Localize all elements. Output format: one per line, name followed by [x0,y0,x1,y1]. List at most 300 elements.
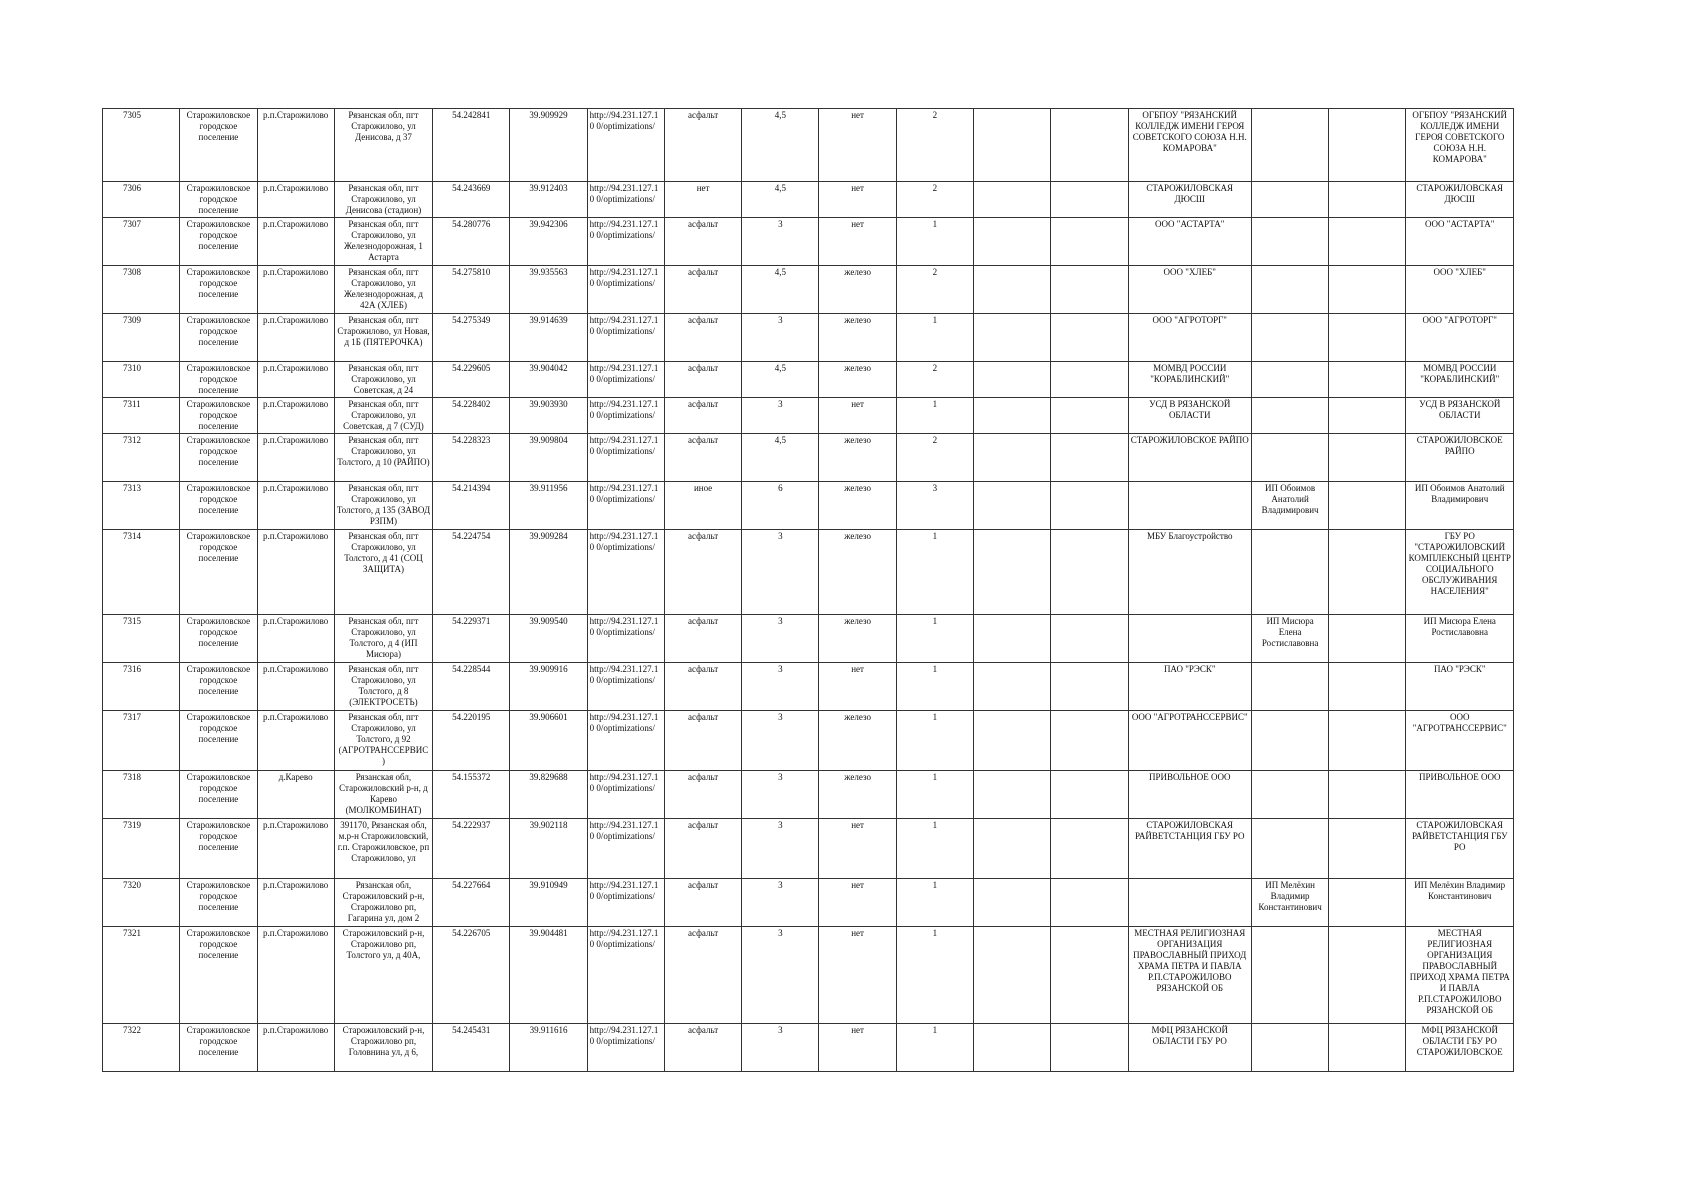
empty-cell [1329,482,1406,530]
settlement-cell: Старожиловское городское поселение [180,182,257,218]
entrepreneur-cell: ИП Обоимов Анатолий Владимирович [1251,482,1328,530]
empty-cell [1051,711,1128,771]
latitude-cell: 54.155372 [433,771,510,819]
waste-source-cell: ИП Мелёхин Владимир Константинович [1406,879,1514,927]
longitude-cell: 39.914639 [510,314,587,362]
containers-cell: 1 [896,398,973,434]
empty-cell [1329,615,1406,663]
longitude-cell: 39.909284 [510,530,587,615]
fence-cell: нет [819,927,896,1024]
registry-table [102,108,1514,1072]
organization-cell: СТАРОЖИЛОВСКАЯ РАЙВЕТСТАНЦИЯ ГБУ РО [1128,819,1251,879]
settlement-cell: Старожиловское городское поселение [180,771,257,819]
empty-cell [1051,362,1128,398]
table-row [103,182,1514,218]
containers-cell: 1 [896,314,973,362]
waste-source-cell: СТАРОЖИЛОВСКАЯ РАЙВЕТСТАНЦИЯ ГБУ РО [1406,819,1514,879]
empty-cell [1051,109,1128,182]
settlement-cell: Старожиловское городское поселение [180,879,257,927]
surface-cell: асфальт [664,663,741,711]
fence-cell: нет [819,218,896,266]
entrepreneur-cell [1251,218,1328,266]
entrepreneur-cell [1251,398,1328,434]
settlement-cell: Старожиловское городское поселение [180,927,257,1024]
containers-cell: 1 [896,218,973,266]
latitude-cell: 54.228402 [433,398,510,434]
empty-cell [974,182,1051,218]
empty-cell [1051,482,1128,530]
row-number-cell: 7309 [103,314,180,362]
entrepreneur-cell [1251,362,1328,398]
organization-cell: СТАРОЖИЛОВСКОЕ РАЙПО [1128,434,1251,482]
empty-cell [974,663,1051,711]
entrepreneur-cell [1251,1024,1328,1072]
locality-cell: р.п.Старожилово [257,266,334,314]
fence-cell: нет [819,879,896,927]
fence-cell: нет [819,663,896,711]
empty-cell [974,482,1051,530]
containers-cell: 3 [896,482,973,530]
containers-cell: 2 [896,362,973,398]
longitude-cell: 39.904042 [510,362,587,398]
waste-source-cell: ГБУ РО "СТАРОЖИЛОВСКИЙ КОМПЛЕКСНЫЙ ЦЕНТР СОЦИАЛЬНОГО ОБСЛУЖИВАНИЯ НАСЕЛЕНИЯ" [1406,530,1514,615]
table-row [103,927,1514,1024]
organization-cell: СТАРОЖИЛОВСКАЯ ДЮСШ [1128,182,1251,218]
surface-cell: асфальт [664,530,741,615]
containers-cell: 2 [896,434,973,482]
table-row [103,434,1514,482]
empty-cell [1329,819,1406,879]
settlement-cell: Старожиловское городское поселение [180,1024,257,1072]
locality-cell: р.п.Старожилово [257,362,334,398]
fence-cell: железо [819,615,896,663]
organization-cell [1128,482,1251,530]
empty-cell [1329,771,1406,819]
url-cell: http://94.231.127.10 0/optimizations/ [587,1024,664,1072]
area-cell: 4,5 [742,362,819,398]
containers-cell: 2 [896,266,973,314]
locality-cell: р.п.Старожилово [257,927,334,1024]
table-row [103,615,1514,663]
area-cell: 3 [742,879,819,927]
area-cell: 3 [742,314,819,362]
url-cell: http://94.231.127.10 0/optimizations/ [587,663,664,711]
containers-cell: 1 [896,819,973,879]
row-number-cell: 7310 [103,362,180,398]
settlement-cell: Старожиловское городское поселение [180,711,257,771]
empty-cell [1051,398,1128,434]
locality-cell: р.п.Старожилово [257,663,334,711]
waste-source-cell: МЕСТНАЯ РЕЛИГИОЗНАЯ ОРГАНИЗАЦИЯ ПРАВОСЛАВНЫЙ ПРИХОД ХРАМА ПЕТРА И ПАВЛА Р.П.СТАРОЖИЛОВО РЯЗАНСКОЙ ОБ [1406,927,1514,1024]
empty-cell [1329,218,1406,266]
locality-cell: р.п.Старожилово [257,434,334,482]
longitude-cell: 39.909929 [510,109,587,182]
waste-source-cell: МОМВД РОССИИ "КОРАБЛИНСКИЙ" [1406,362,1514,398]
empty-cell [1329,530,1406,615]
longitude-cell: 39.906601 [510,711,587,771]
empty-cell [974,398,1051,434]
area-cell: 3 [742,711,819,771]
containers-cell: 1 [896,927,973,1024]
url-cell: http://94.231.127.10 0/optimizations/ [587,530,664,615]
empty-cell [974,314,1051,362]
empty-cell [1329,109,1406,182]
table-row [103,109,1514,182]
locality-cell: р.п.Старожилово [257,879,334,927]
entrepreneur-cell [1251,182,1328,218]
fence-cell: нет [819,1024,896,1072]
longitude-cell: 39.904481 [510,927,587,1024]
url-cell: http://94.231.127.10 0/optimizations/ [587,182,664,218]
empty-cell [974,218,1051,266]
empty-cell [1051,182,1128,218]
address-cell: Рязанская обл, Старожиловский р-н, Старожилово рп, Гагарина ул, дом 2 [334,879,432,927]
surface-cell: асфальт [664,771,741,819]
address-cell: Рязанская обл, пгт Старожилово, ул Денисова, д 37 [334,109,432,182]
locality-cell: р.п.Старожилово [257,530,334,615]
settlement-cell: Старожиловское городское поселение [180,819,257,879]
empty-cell [1051,819,1128,879]
address-cell: Рязанская обл, пгт Старожилово, ул Толстого, д 10 (РАЙПО) [334,434,432,482]
latitude-cell: 54.242841 [433,109,510,182]
fence-cell: нет [819,109,896,182]
row-number-cell: 7317 [103,711,180,771]
table-row [103,482,1514,530]
empty-cell [974,615,1051,663]
latitude-cell: 54.275349 [433,314,510,362]
organization-cell: ОГБПОУ "РЯЗАНСКИЙ КОЛЛЕДЖ ИМЕНИ ГЕРОЯ СОВЕТСКОГО СОЮЗА Н.Н. КОМАРОВА" [1128,109,1251,182]
entrepreneur-cell [1251,819,1328,879]
settlement-cell: Старожиловское городское поселение [180,398,257,434]
empty-cell [974,109,1051,182]
fence-cell: нет [819,398,896,434]
fence-cell: железо [819,362,896,398]
locality-cell: р.п.Старожилово [257,398,334,434]
empty-cell [1329,362,1406,398]
empty-cell [1329,314,1406,362]
url-cell: http://94.231.127.10 0/optimizations/ [587,266,664,314]
row-number-cell: 7311 [103,398,180,434]
surface-cell: асфальт [664,434,741,482]
locality-cell: р.п.Старожилово [257,182,334,218]
fence-cell: железо [819,314,896,362]
waste-source-cell: ИП Обоимов Анатолий Владимирович [1406,482,1514,530]
surface-cell: асфальт [664,266,741,314]
area-cell: 3 [742,398,819,434]
containers-cell: 1 [896,663,973,711]
longitude-cell: 39.942306 [510,218,587,266]
address-cell: Рязанская обл, пгт Старожилово, ул Новая, д 1Б (ПЯТЕРОЧКА) [334,314,432,362]
empty-cell [974,530,1051,615]
entrepreneur-cell [1251,530,1328,615]
settlement-cell: Старожиловское городское поселение [180,314,257,362]
waste-source-cell: ИП Мисюра Елена Ростиславовна [1406,615,1514,663]
locality-cell: д.Карево [257,771,334,819]
settlement-cell: Старожиловское городское поселение [180,663,257,711]
empty-cell [1051,615,1128,663]
longitude-cell: 39.935563 [510,266,587,314]
table-row [103,314,1514,362]
latitude-cell: 54.229371 [433,615,510,663]
url-cell: http://94.231.127.10 0/optimizations/ [587,615,664,663]
longitude-cell: 39.910949 [510,879,587,927]
row-number-cell: 7319 [103,819,180,879]
waste-source-cell: ООО "АСТАРТА" [1406,218,1514,266]
containers-cell: 1 [896,530,973,615]
table-row [103,398,1514,434]
surface-cell: асфальт [664,218,741,266]
containers-cell: 1 [896,879,973,927]
fence-cell: железо [819,771,896,819]
entrepreneur-cell: ИП Мелёхин Владимир Константинович [1251,879,1328,927]
containers-cell: 1 [896,771,973,819]
url-cell: http://94.231.127.10 0/optimizations/ [587,771,664,819]
waste-source-cell: ОГБПОУ "РЯЗАНСКИЙ КОЛЛЕДЖ ИМЕНИ ГЕРОЯ СОВЕТСКОГО СОЮЗА Н.Н. КОМАРОВА" [1406,109,1514,182]
latitude-cell: 54.245431 [433,1024,510,1072]
surface-cell: асфальт [664,879,741,927]
containers-cell: 2 [896,182,973,218]
locality-cell: р.п.Старожилово [257,615,334,663]
area-cell: 3 [742,771,819,819]
surface-cell: асфальт [664,314,741,362]
locality-cell: р.п.Старожилово [257,109,334,182]
entrepreneur-cell [1251,266,1328,314]
address-cell: Рязанская обл, пгт Старожилово, ул Толстого, д 4 (ИП Мисюра) [334,615,432,663]
row-number-cell: 7321 [103,927,180,1024]
organization-cell: ООО "АГРОТРАНССЕРВИС" [1128,711,1251,771]
fence-cell: железо [819,530,896,615]
table-row [103,530,1514,615]
table-body [103,109,1514,1072]
empty-cell [1051,771,1128,819]
fence-cell: железо [819,482,896,530]
url-cell: http://94.231.127.10 0/optimizations/ [587,434,664,482]
organization-cell: МОМВД РОССИИ "КОРАБЛИНСКИЙ" [1128,362,1251,398]
address-cell: Рязанская обл, пгт Старожилово, ул Толстого, д 41 (СОЦ ЗАЩИТА) [334,530,432,615]
empty-cell [974,819,1051,879]
empty-cell [1329,927,1406,1024]
waste-source-cell: ООО "АГРОТОРГ" [1406,314,1514,362]
empty-cell [974,927,1051,1024]
organization-cell: ООО "АГРОТОРГ" [1128,314,1251,362]
organization-cell [1128,879,1251,927]
area-cell: 3 [742,663,819,711]
area-cell: 3 [742,819,819,879]
empty-cell [974,771,1051,819]
row-number-cell: 7305 [103,109,180,182]
address-cell: Рязанская обл, Старожиловский р-н, д Карево (МОЛКОМБИНАТ) [334,771,432,819]
empty-cell [1329,398,1406,434]
area-cell: 6 [742,482,819,530]
row-number-cell: 7322 [103,1024,180,1072]
address-cell: Рязанская обл, пгт Старожилово, ул Толстого, д 92 (АГРОТРАНССЕРВИС ) [334,711,432,771]
surface-cell: асфальт [664,927,741,1024]
address-cell: Рязанская обл, пгт Старожилово, ул Толстого, д 135 (ЗАВОД РЗПМ) [334,482,432,530]
entrepreneur-cell [1251,663,1328,711]
settlement-cell: Старожиловское городское поселение [180,109,257,182]
table-row [103,711,1514,771]
row-number-cell: 7313 [103,482,180,530]
locality-cell: р.п.Старожилово [257,1024,334,1072]
organization-cell: ПРИВОЛЬНОЕ ООО [1128,771,1251,819]
address-cell: Старожиловский р-н, Старожилово рп, Головнина ул, д 6, [334,1024,432,1072]
entrepreneur-cell: ИП Мисюра Елена Ростиславовна [1251,615,1328,663]
url-cell: http://94.231.127.10 0/optimizations/ [587,819,664,879]
settlement-cell: Старожиловское городское поселение [180,434,257,482]
locality-cell: р.п.Старожилово [257,218,334,266]
entrepreneur-cell [1251,927,1328,1024]
empty-cell [1051,927,1128,1024]
empty-cell [974,1024,1051,1072]
waste-source-cell: УСД В РЯЗАНСКОЙ ОБЛАСТИ [1406,398,1514,434]
organization-cell: МБУ Благоустройство [1128,530,1251,615]
organization-cell: МФЦ РЯЗАНСКОЙ ОБЛАСТИ ГБУ РО [1128,1024,1251,1072]
empty-cell [1329,434,1406,482]
empty-cell [1329,711,1406,771]
waste-source-cell: СТАРОЖИЛОВСКАЯ ДЮСШ [1406,182,1514,218]
waste-source-cell: ООО "АГРОТРАНССЕРВИС" [1406,711,1514,771]
longitude-cell: 39.829688 [510,771,587,819]
empty-cell [974,362,1051,398]
area-cell: 4,5 [742,266,819,314]
url-cell: http://94.231.127.10 0/optimizations/ [587,398,664,434]
address-cell: Рязанская обл, пгт Старожилово, ул Денисова (стадион) [334,182,432,218]
fence-cell: нет [819,819,896,879]
address-cell: Рязанская обл, пгт Старожилово, ул Советская, д 7 (СУД) [334,398,432,434]
longitude-cell: 39.909540 [510,615,587,663]
empty-cell [1051,1024,1128,1072]
empty-cell [1329,266,1406,314]
locality-cell: р.п.Старожилово [257,314,334,362]
latitude-cell: 54.227664 [433,879,510,927]
fence-cell: нет [819,182,896,218]
row-number-cell: 7318 [103,771,180,819]
latitude-cell: 54.280776 [433,218,510,266]
empty-cell [1051,530,1128,615]
fence-cell: железо [819,711,896,771]
locality-cell: р.п.Старожилово [257,482,334,530]
empty-cell [974,879,1051,927]
url-cell: http://94.231.127.10 0/optimizations/ [587,314,664,362]
organization-cell [1128,615,1251,663]
longitude-cell: 39.911956 [510,482,587,530]
organization-cell: ООО "ХЛЕБ" [1128,266,1251,314]
empty-cell [1051,879,1128,927]
latitude-cell: 54.226705 [433,927,510,1024]
organization-cell: МЕСТНАЯ РЕЛИГИОЗНАЯ ОРГАНИЗАЦИЯ ПРАВОСЛАВНЫЙ ПРИХОД ХРАМА ПЕТРА И ПАВЛА Р.П.СТАРОЖИЛОВО РЯЗАНСКОЙ ОБ [1128,927,1251,1024]
table-row [103,771,1514,819]
containers-cell: 1 [896,1024,973,1072]
settlement-cell: Старожиловское городское поселение [180,615,257,663]
longitude-cell: 39.903930 [510,398,587,434]
row-number-cell: 7320 [103,879,180,927]
longitude-cell: 39.912403 [510,182,587,218]
url-cell: http://94.231.127.10 0/optimizations/ [587,711,664,771]
settlement-cell: Старожиловское городское поселение [180,530,257,615]
surface-cell: асфальт [664,109,741,182]
area-cell: 4,5 [742,434,819,482]
address-cell: Рязанская обл, пгт Старожилово, ул Толстого, д 8 (ЭЛЕКТРОСЕТЬ) [334,663,432,711]
empty-cell [1329,1024,1406,1072]
waste-source-cell: МФЦ РЯЗАНСКОЙ ОБЛАСТИ ГБУ РО СТАРОЖИЛОВСКОЕ [1406,1024,1514,1072]
organization-cell: ПАО "РЭСК" [1128,663,1251,711]
settlement-cell: Старожиловское городское поселение [180,482,257,530]
containers-cell: 1 [896,711,973,771]
surface-cell: асфальт [664,615,741,663]
containers-cell: 1 [896,615,973,663]
empty-cell [974,434,1051,482]
empty-cell [1329,879,1406,927]
address-cell: Рязанская обл, пгт Старожилово, ул Железнодорожная, д 42А (ХЛЕБ) [334,266,432,314]
area-cell: 4,5 [742,109,819,182]
row-number-cell: 7308 [103,266,180,314]
area-cell: 3 [742,927,819,1024]
latitude-cell: 54.229605 [433,362,510,398]
url-cell: http://94.231.127.10 0/optimizations/ [587,218,664,266]
settlement-cell: Старожиловское городское поселение [180,362,257,398]
surface-cell: асфальт [664,362,741,398]
empty-cell [1051,314,1128,362]
longitude-cell: 39.909804 [510,434,587,482]
latitude-cell: 54.224754 [433,530,510,615]
latitude-cell: 54.228544 [433,663,510,711]
area-cell: 3 [742,530,819,615]
locality-cell: р.п.Старожилово [257,819,334,879]
latitude-cell: 54.214394 [433,482,510,530]
entrepreneur-cell [1251,771,1328,819]
area-cell: 4,5 [742,182,819,218]
settlement-cell: Старожиловское городское поселение [180,266,257,314]
longitude-cell: 39.911616 [510,1024,587,1072]
latitude-cell: 54.228323 [433,434,510,482]
entrepreneur-cell [1251,314,1328,362]
empty-cell [1051,434,1128,482]
table-row [103,663,1514,711]
address-cell: Рязанская обл, пгт Старожилово, ул Советская, д 24 [334,362,432,398]
row-number-cell: 7307 [103,218,180,266]
organization-cell: УСД В РЯЗАНСКОЙ ОБЛАСТИ [1128,398,1251,434]
area-cell: 3 [742,218,819,266]
table-row [103,819,1514,879]
url-cell: http://94.231.127.10 0/optimizations/ [587,879,664,927]
url-cell: http://94.231.127.10 0/optimizations/ [587,927,664,1024]
entrepreneur-cell [1251,109,1328,182]
table-row [103,266,1514,314]
latitude-cell: 54.275810 [433,266,510,314]
entrepreneur-cell [1251,434,1328,482]
longitude-cell: 39.902118 [510,819,587,879]
empty-cell [1329,182,1406,218]
area-cell: 3 [742,1024,819,1072]
url-cell: http://94.231.127.10 0/optimizations/ [587,362,664,398]
area-cell: 3 [742,615,819,663]
waste-source-cell: СТАРОЖИЛОВСКОЕ РАЙПО [1406,434,1514,482]
surface-cell: асфальт [664,1024,741,1072]
surface-cell: иное [664,482,741,530]
latitude-cell: 54.243669 [433,182,510,218]
latitude-cell: 54.222937 [433,819,510,879]
entrepreneur-cell [1251,711,1328,771]
row-number-cell: 7316 [103,663,180,711]
waste-source-cell: ООО "ХЛЕБ" [1406,266,1514,314]
table-row [103,362,1514,398]
row-number-cell: 7306 [103,182,180,218]
empty-cell [974,266,1051,314]
table-row [103,1024,1514,1072]
table-row [103,879,1514,927]
empty-cell [974,711,1051,771]
waste-source-cell: ПРИВОЛЬНОЕ ООО [1406,771,1514,819]
